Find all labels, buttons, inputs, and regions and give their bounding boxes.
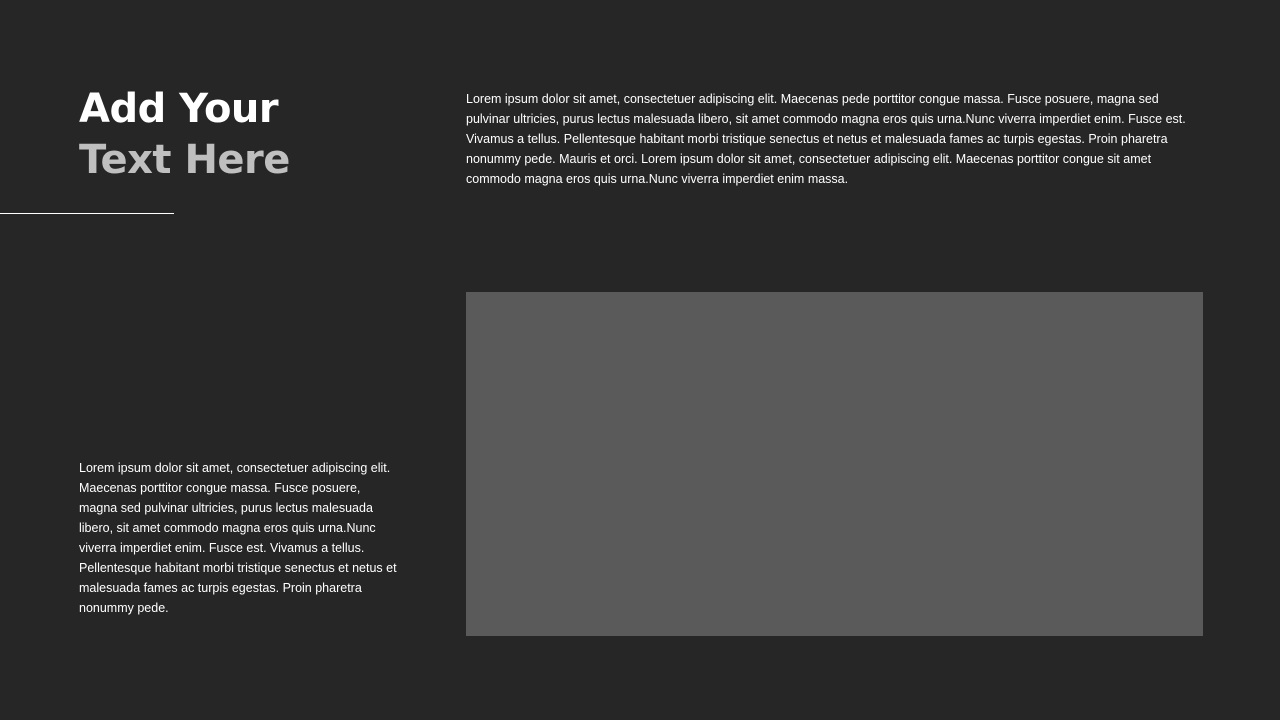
title-line-1: Add Your — [79, 86, 279, 132]
side-paragraph: Lorem ipsum dolor sit amet, consectetuer adipiscing elit. Maecenas porttitor congue massa. Fusce posuere, magna sed pulvinar ultricies, purus lectus malesuada libero, sit amet commodo magna eros quis urna.Nunc viverra imperdiet enim. Fusce est. Vivamus a tellus. Pellentesque habitant morbi tristique senectus et netus et malesuada fames ac turpis egestas. Proin pharetra nonummy pede. — [79, 461, 397, 615]
image-placeholder[interactable] — [466, 292, 1203, 636]
title-divider — [0, 213, 174, 214]
top-paragraph: Lorem ipsum dolor sit amet, consectetuer adipiscing elit. Maecenas pede porttitor congue massa. Fusce posuere, magna sed pulvinar ultricies, purus lectus malesuada libero, sit amet commodo magna eros quis urna.Nunc viverra imperdiet enim. Fusce est. Vivamus a tellus. Pellentesque habitant morbi tristique senectus et netus et malesuada fames ac turpis egestas. Proin pharetra nonummy pede. Mauris et orci. Lorem ipsum dolor sit amet, consectetuer adipiscing elit. Maecenas porttitor congue sit amet commodo magna eros quis urna.Nunc viverra imperdiet enim massa. — [466, 92, 1186, 186]
slide-title — [79, 84, 290, 186]
title-line-2: Text Here — [79, 137, 290, 183]
